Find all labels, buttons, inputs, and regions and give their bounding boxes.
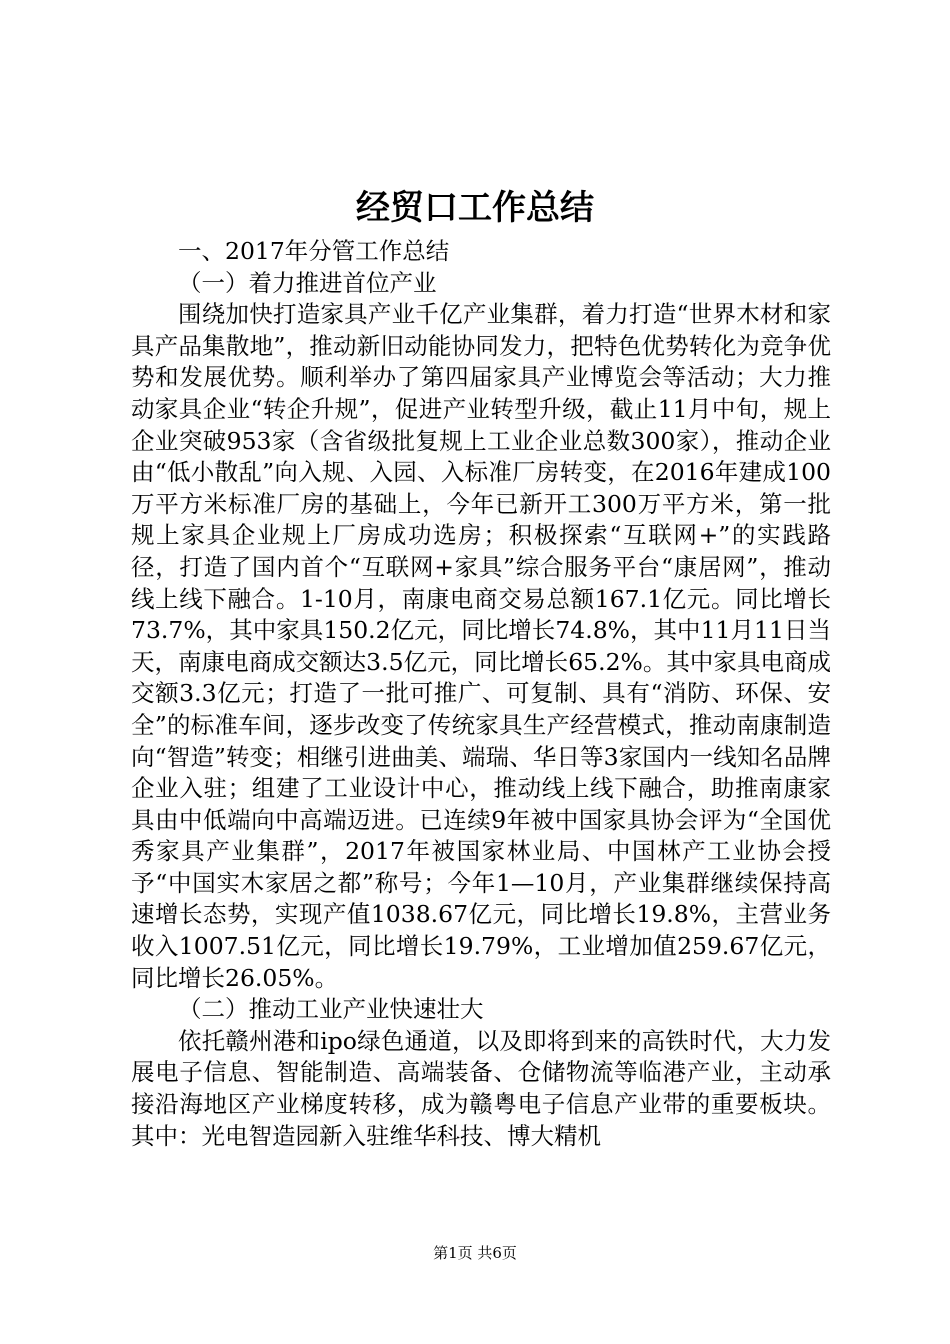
page-number: 第1页 共6页 xyxy=(433,1244,517,1262)
paragraph: 依托赣州港和ipo绿色通道，以及即将到来的高铁时代，大力发展电子信息、智能制造、高端装备、仓储物流等临港产业，主动承接沿海地区产业梯度转移，成为赣粤电子信息产业带的重要板块。其中：光电智造园新入驻维华科技、博大精机 xyxy=(131,1026,831,1150)
document-body xyxy=(131,236,831,1152)
subsection-heading: （一）着力推进首位产业 xyxy=(178,268,437,297)
subsection-heading: （二）推动工业产业快速壮大 xyxy=(178,995,484,1024)
document-title: 经贸口工作总结 xyxy=(356,188,594,228)
paragraph: 围绕加快打造家具产业千亿产业集群，着力打造“世界木材和家具产品集散地”，推动新旧动能协同发力，把特色优势转化为竞争优势和发展优势。顺利举办了第四届家具产业博览会等活动；大力推动家具企业“转企升规”，促进产业转型升级，截止11月中旬，规上企业突破953家（含省级批复规上工业企业总数300家），推动企业由“低小散乱”向入规、入园、入标准厂房转变，在2016年建成100万平方米标准厂房的基础上，今年已新开工300万平方米，第一批规上家具企业规上厂房成功选房；积极探索“互联网+”的实践路径，打造了国内首个“互联网+家具”综合服务平台“康居网”，推动线上线下融合。1-10月，南康电商交易总额167.1亿元。同比增长73.7%，其中家具150.2亿元，同比增长74.8%，其中11月11日当天，南康电商成交额达3.5亿元，同比增长65.2%。其中家具电商成交额3.3亿元；打造了一批可推广、可复制、具有“消防、环保、安全”的标准车间，逐步改变了传统家具生产经营模式，推动南康制造向“智造”转变；相继引进曲美、端瑞、华日等3家国内一线知名品牌企业入驻；组建了工业设计中心，推动线上线下融合，助推南康家具由中低端向中高端迈进。已连续9年被中国家具协会评为“全国优秀家具产业集群”，2017年被国家林业局、中国林产工业协会授予“中国实木家居之都”称号；今年1—10月，产业集群继续保持高速增长态势，实现产值1038.67亿元，同比增长19.8%，主营业务收入1007.51亿元，同比增长19.79%，工业增加值259.67亿元，同比增长26.05%。 xyxy=(131,300,831,992)
section-heading: 一、2017年分管工作总结 xyxy=(178,237,450,265)
